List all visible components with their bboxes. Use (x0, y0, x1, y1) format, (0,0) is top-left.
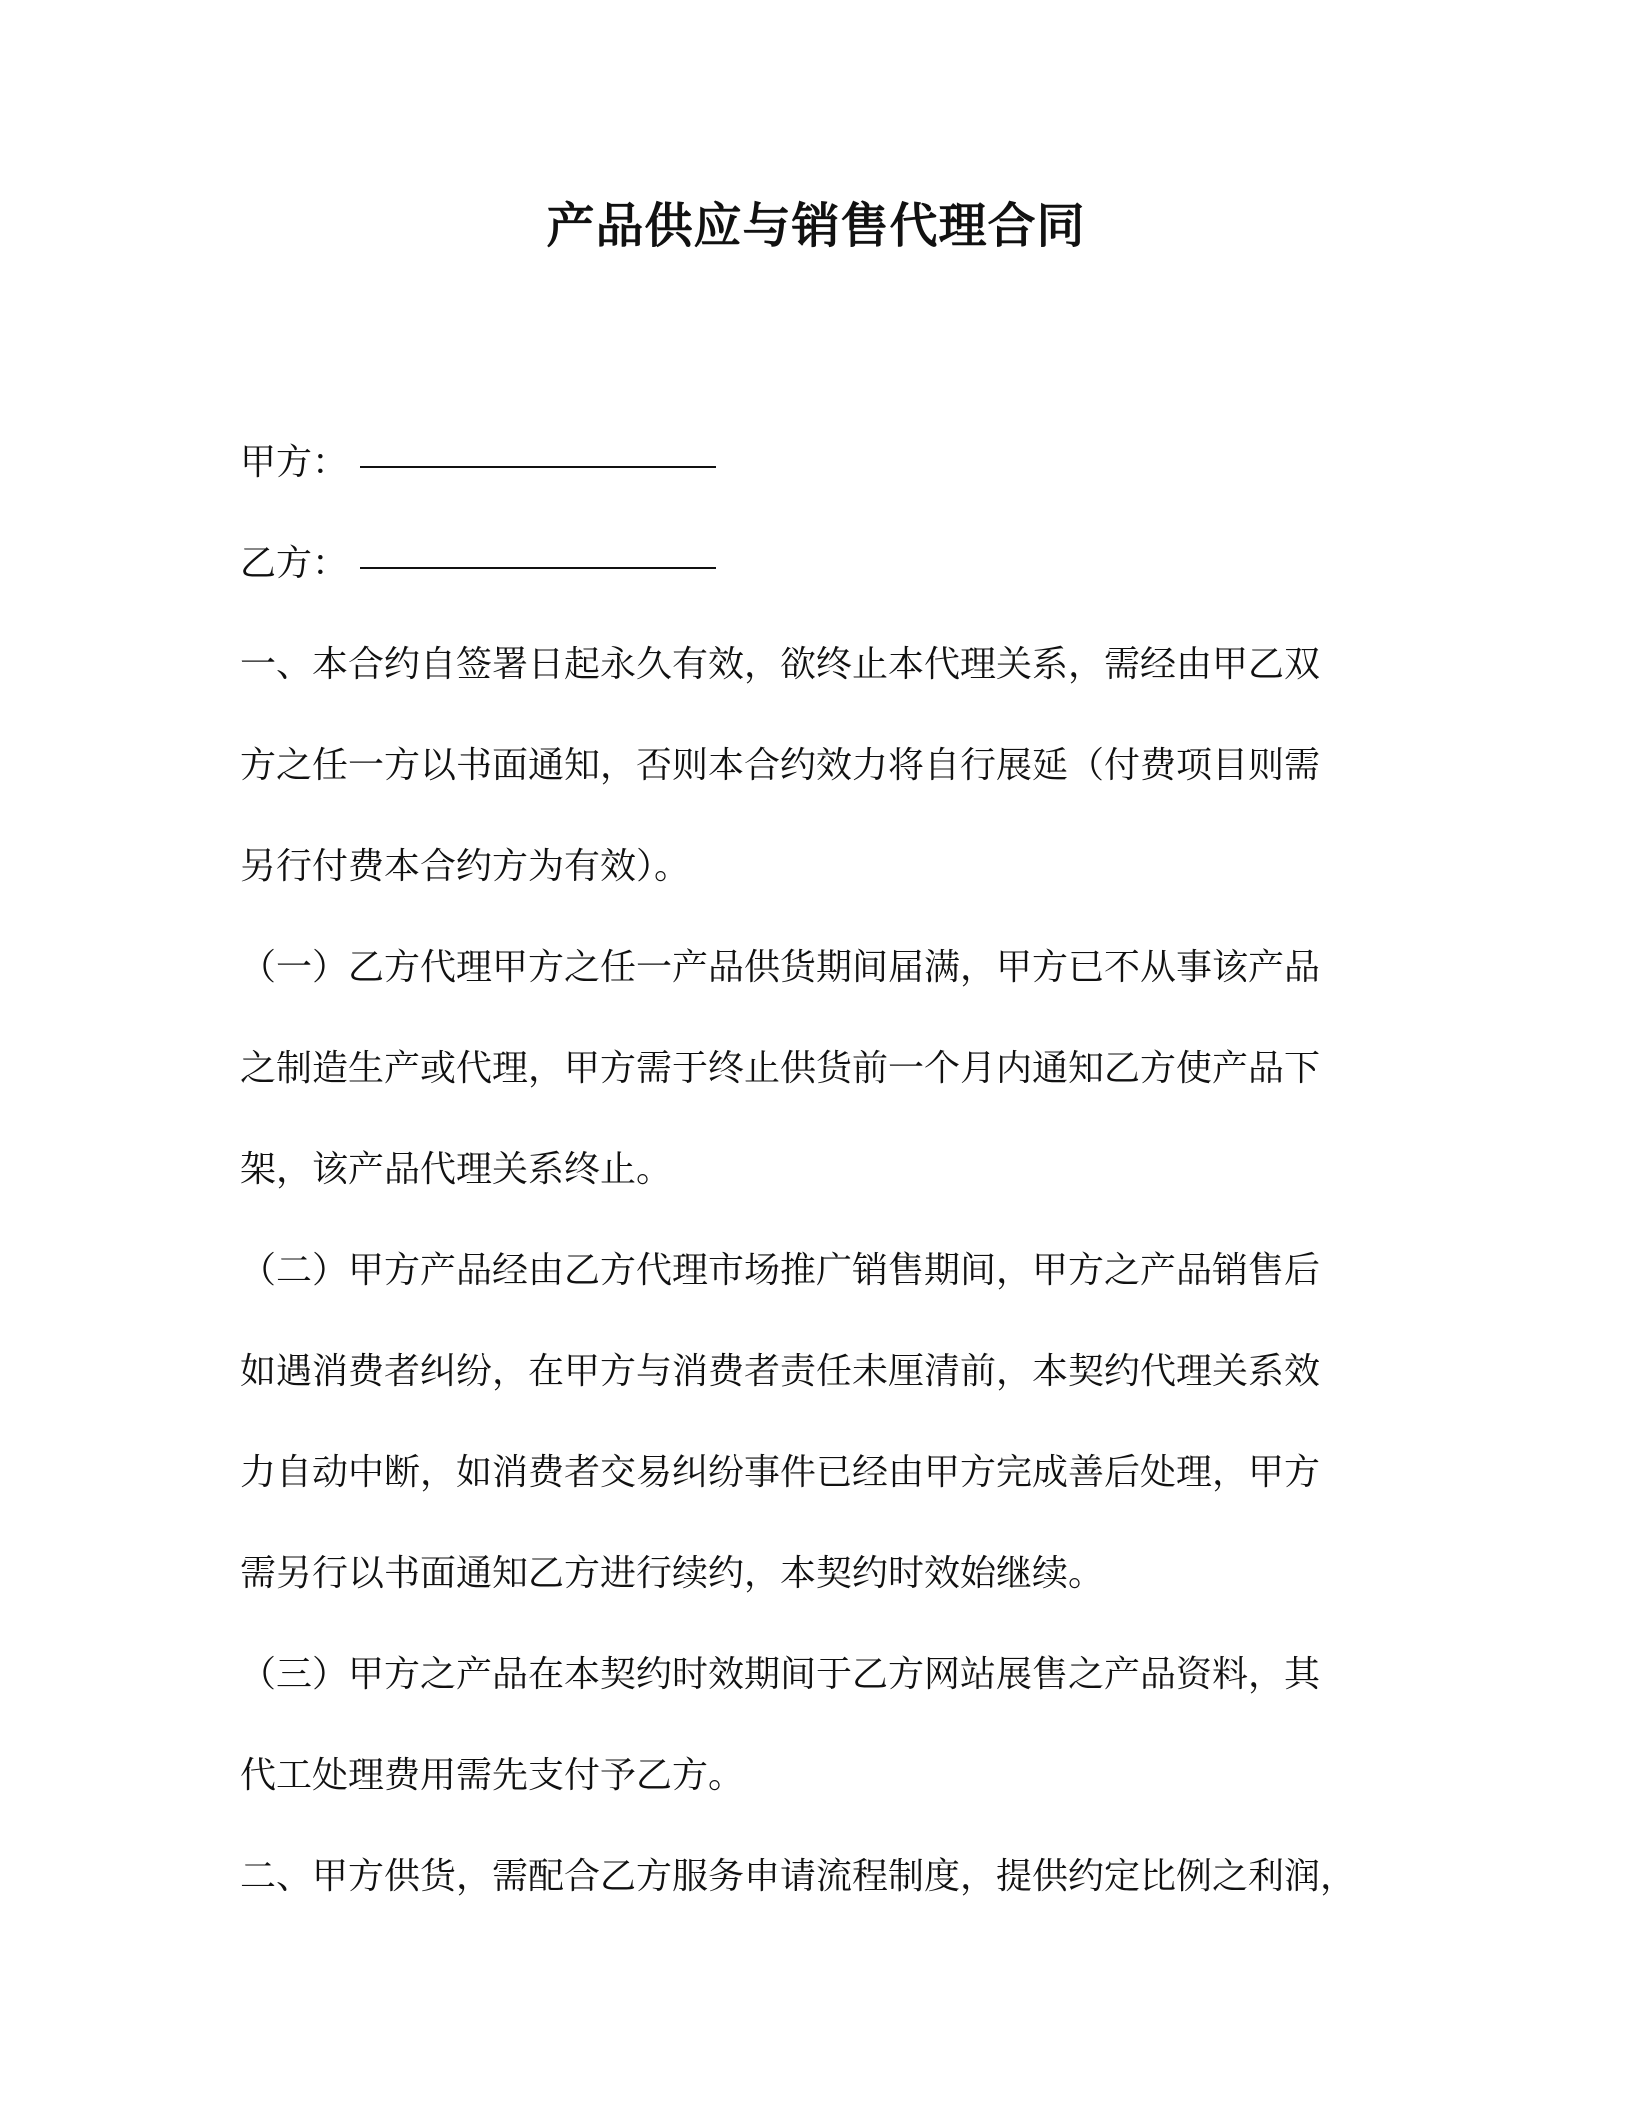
party-b-label: 乙方： (240, 543, 349, 584)
party-a-label: 甲方： (240, 442, 349, 483)
clause-line: 之制造生产或代理，甲方需于终止供货前一个月内通知乙方使产品下 (240, 1048, 1321, 1089)
clause-line: 方之任一方以书面通知，否则本合约效力将自行展延（付费项目则需 (240, 745, 1321, 786)
clause-line: （一）乙方代理甲方之任一产品供货期间届满，甲方已不从事该产品 (240, 947, 1321, 988)
clause-line: 需另行以书面通知乙方进行续约，本契约时效始继续。 (240, 1553, 1105, 1594)
party-b-line (240, 513, 1362, 614)
clause-line: 力自动中断，如消费者交易纠纷事件已经由甲方完成善后处理，甲方 (240, 1452, 1321, 1493)
clause-line: 架，该产品代理关系终止。 (240, 1149, 673, 1190)
clause-line: （三）甲方之产品在本契约时效期间于乙方网站展售之产品资料，其 (240, 1654, 1321, 1695)
clause-line: （二）甲方产品经由乙方代理市场推广销售期间，甲方之产品销售后 (240, 1250, 1321, 1291)
clause-line: 代工处理费用需先支付予乙方。 (240, 1755, 745, 1796)
document-title: 产品供应与销售代理合同 (546, 198, 1086, 254)
party-b-blank (360, 567, 716, 569)
clause-line: 如遇消费者纠纷，在甲方与消费者责任未厘清前，本契约代理关系效 (240, 1351, 1321, 1392)
clause-line: 一、本合约自签署日起永久有效，欲终止本代理关系，需经由甲乙双 (240, 644, 1321, 685)
party-a-line (240, 412, 1362, 513)
clause-line: 二、甲方供货，需配合乙方服务申请流程制度，提供约定比例之利润， (240, 1856, 1357, 1897)
party-a-blank (360, 466, 716, 468)
clause-line: 另行付费本合约方为有效）。 (240, 846, 691, 887)
document-body (240, 412, 1362, 1927)
